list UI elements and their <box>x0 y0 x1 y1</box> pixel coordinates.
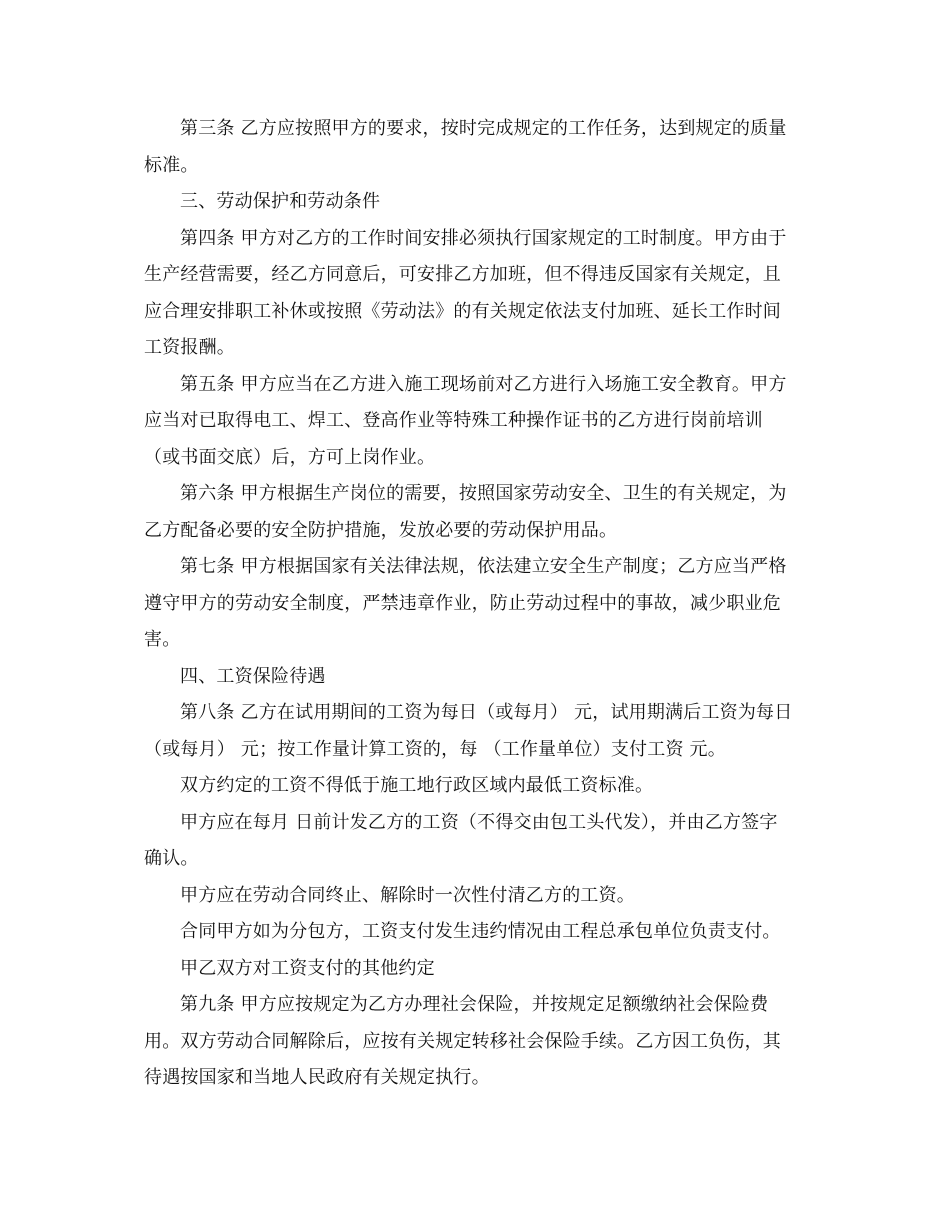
text-line: 双方约定的工资不得低于施工地行政区域内最低工资标准。 <box>180 775 654 796</box>
heading-line: 四、工资保险待遇 <box>180 665 326 687</box>
article-4-paragraph <box>144 221 804 367</box>
text-line: 第九条 甲方应按规定为乙方办理社会保险，并按规定足额缴纳社会保险费 <box>180 994 769 1015</box>
article-5-paragraph <box>144 367 804 477</box>
text-line: 甲方应在劳动合同终止、解除时一次性付清乙方的工资。 <box>180 884 635 906</box>
text-line: 应当对已取得电工、焊工、登高作业等特殊工种操作证书的乙方进行岗前培训 <box>144 410 763 431</box>
text-line: 生产经营需要，经乙方同意后，可安排乙方加班，但不得违反国家有关规定，且 <box>144 264 781 285</box>
article-7-paragraph <box>144 549 804 659</box>
heading-line: 三、劳动保护和劳动条件 <box>180 191 381 212</box>
text-line: 合同甲方如为分包方，工资支付发生违约情况由工程总承包单位负责支付。 <box>180 921 781 942</box>
wage-subcontract-paragraph <box>144 914 804 951</box>
article-3-paragraph <box>144 111 804 184</box>
text-line: 遵守甲方的劳动安全制度，严禁违章作业，防止劳动过程中的事故，减少职业危 <box>144 592 781 614</box>
wage-other-paragraph <box>144 951 804 988</box>
text-line: 待遇按国家和当地人民政府有关规定执行。 <box>144 1067 490 1088</box>
article-9-paragraph <box>144 987 804 1097</box>
wage-min-paragraph <box>144 768 804 805</box>
article-8-paragraph <box>144 695 804 768</box>
text-line: 甲乙双方对工资支付的其他约定 <box>180 957 435 979</box>
section-4-heading <box>144 659 804 696</box>
text-line: 第三条 乙方应按照甲方的要求，按时完成规定的工作任务，达到规定的质量 <box>180 118 787 139</box>
text-line: 第八条 乙方在试用期间的工资为每日（或每月） 元，试用期满后工资为每日 <box>180 702 793 723</box>
document-page <box>144 111 804 1097</box>
text-line: 甲方应在每月 日前计发乙方的工资（不得交由包工头代发），并由乙方签字 <box>180 811 778 833</box>
text-line: （或书面交底）后，方可上岗作业。 <box>144 446 436 468</box>
text-line: （或每月） 元；按工作量计算工资的，每 （工作量单位）支付工资 元。 <box>144 738 726 760</box>
wage-monthly-paragraph <box>144 805 804 878</box>
text-line: 害。 <box>144 629 181 650</box>
text-line: 第七条 甲方根据国家有关法律法规，依法建立安全生产制度；乙方应当严格 <box>180 556 787 577</box>
section-3-heading <box>144 184 804 221</box>
text-line: 确认。 <box>144 848 199 869</box>
text-line: 第六条 甲方根据生产岗位的需要，按照国家劳动安全、卫生的有关规定，为 <box>180 483 787 504</box>
text-line: 乙方配备必要的安全防护措施，发放必要的劳动保护用品。 <box>144 519 618 541</box>
wage-termination-paragraph <box>144 878 804 915</box>
text-line: 用。双方劳动合同解除后，应按有关规定转移社会保险手续。乙方因工负伤，其 <box>144 1030 781 1052</box>
article-6-paragraph <box>144 476 804 549</box>
text-line: 标准。 <box>144 154 199 176</box>
text-line: 工资报酬。 <box>144 337 235 358</box>
text-line: 第五条 甲方应当在乙方进入施工现场前对乙方进行入场施工安全教育。甲方 <box>180 373 787 395</box>
text-line: 第四条 甲方对乙方的工作时间安排必须执行国家规定的工时制度。甲方由于 <box>180 227 787 249</box>
text-line: 应合理安排职工补休或按照《劳动法》的有关规定依法支付加班、延长工作时间 <box>144 300 781 322</box>
